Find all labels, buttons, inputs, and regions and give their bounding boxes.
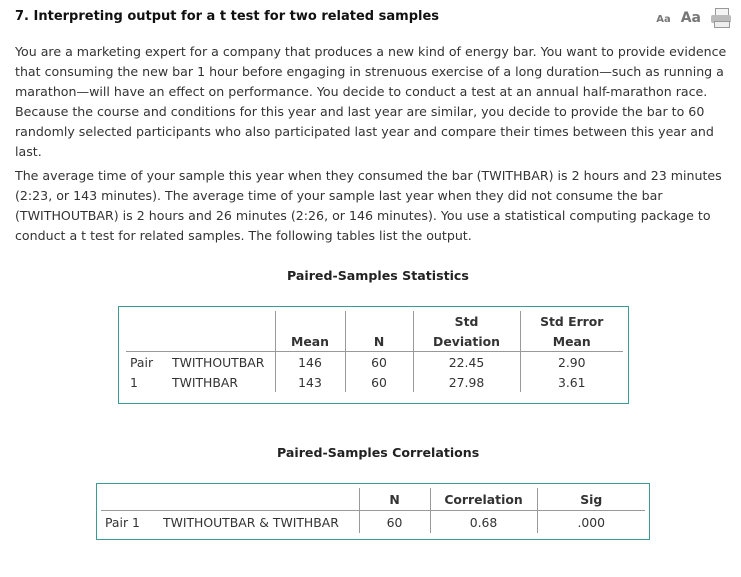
- row-n: 60: [345, 372, 413, 392]
- paired-samples-statistics-table: [118, 306, 629, 404]
- intro-paragraph: You are a marketing expert for a company that produces a new kind of energy bar. You want to provide evidence that consuming the new bar 1 hour before engaging in strenuous exercise of a long duration—such as running a marathon—will have an effect on performance. You decide to conduct a test at an annual half-marathon race. Because the course and conditions for this year and last year are similar, you decide to provide the bar to 60 randomly selected participants who also participated last year and compare their times between this year and last.: [15, 44, 727, 159]
- header-n: N: [345, 331, 413, 352]
- row-mean: 146: [275, 352, 345, 373]
- header-std-dev-line1: Std: [413, 311, 520, 331]
- row-sd: 27.98: [413, 372, 520, 392]
- paired-samples-correlations-table: [96, 483, 650, 540]
- table-row: [126, 352, 623, 373]
- header-std-dev-line2: Deviation: [413, 331, 520, 352]
- decrease-font-button[interactable]: Aa: [656, 14, 671, 25]
- row-sig: .000: [537, 511, 645, 534]
- row-mean: 143: [275, 372, 345, 392]
- table-row: [101, 511, 645, 534]
- font-controls: [656, 8, 731, 26]
- row-variable: TWITHBAR: [172, 374, 238, 390]
- row-variables: TWITHOUTBAR & TWITHBAR: [163, 514, 339, 530]
- row-sd: 22.45: [413, 352, 520, 373]
- pair-number: 1: [130, 374, 138, 390]
- row-n: 60: [359, 511, 430, 534]
- pair-label: Pair 1: [105, 514, 140, 530]
- header-sig: Sig: [537, 488, 645, 511]
- header-std-err-line2: Mean: [520, 331, 623, 352]
- corr-table-title: Paired-Samples Correlations: [277, 445, 480, 460]
- stats-table-title: Paired-Samples Statistics: [287, 268, 469, 283]
- increase-font-button[interactable]: Aa: [680, 10, 701, 26]
- row-correlation: 0.68: [430, 511, 537, 534]
- printer-icon[interactable]: [711, 8, 731, 26]
- table-row: [126, 372, 623, 392]
- row-se: 3.61: [520, 372, 623, 392]
- header-n: N: [359, 488, 430, 511]
- question-title: 7. Interpreting output for a t test for two related samples: [15, 9, 440, 24]
- row-se: 2.90: [520, 352, 623, 373]
- row-variable: TWITHOUTBAR: [172, 354, 265, 370]
- header-mean: Mean: [275, 331, 345, 352]
- pair-label: Pair: [130, 354, 154, 370]
- question-header: [15, 8, 733, 28]
- header-correlation: Correlation: [430, 488, 537, 511]
- context-paragraph: The average time of your sample this year when they consumed the bar (TWITHBAR) is 2 hours and 23 minutes (2:23, or 143 minutes). The average time of your sample last year when they did not consume the bar (TWITHOUTBAR) is 2 hours and 26 minutes (2:26, or 146 minutes). You use a statistical computing package to conduct a t test for related samples. The following tables list the output.: [15, 168, 722, 243]
- header-std-err-line1: Std Error: [520, 311, 623, 331]
- row-n: 60: [345, 352, 413, 373]
